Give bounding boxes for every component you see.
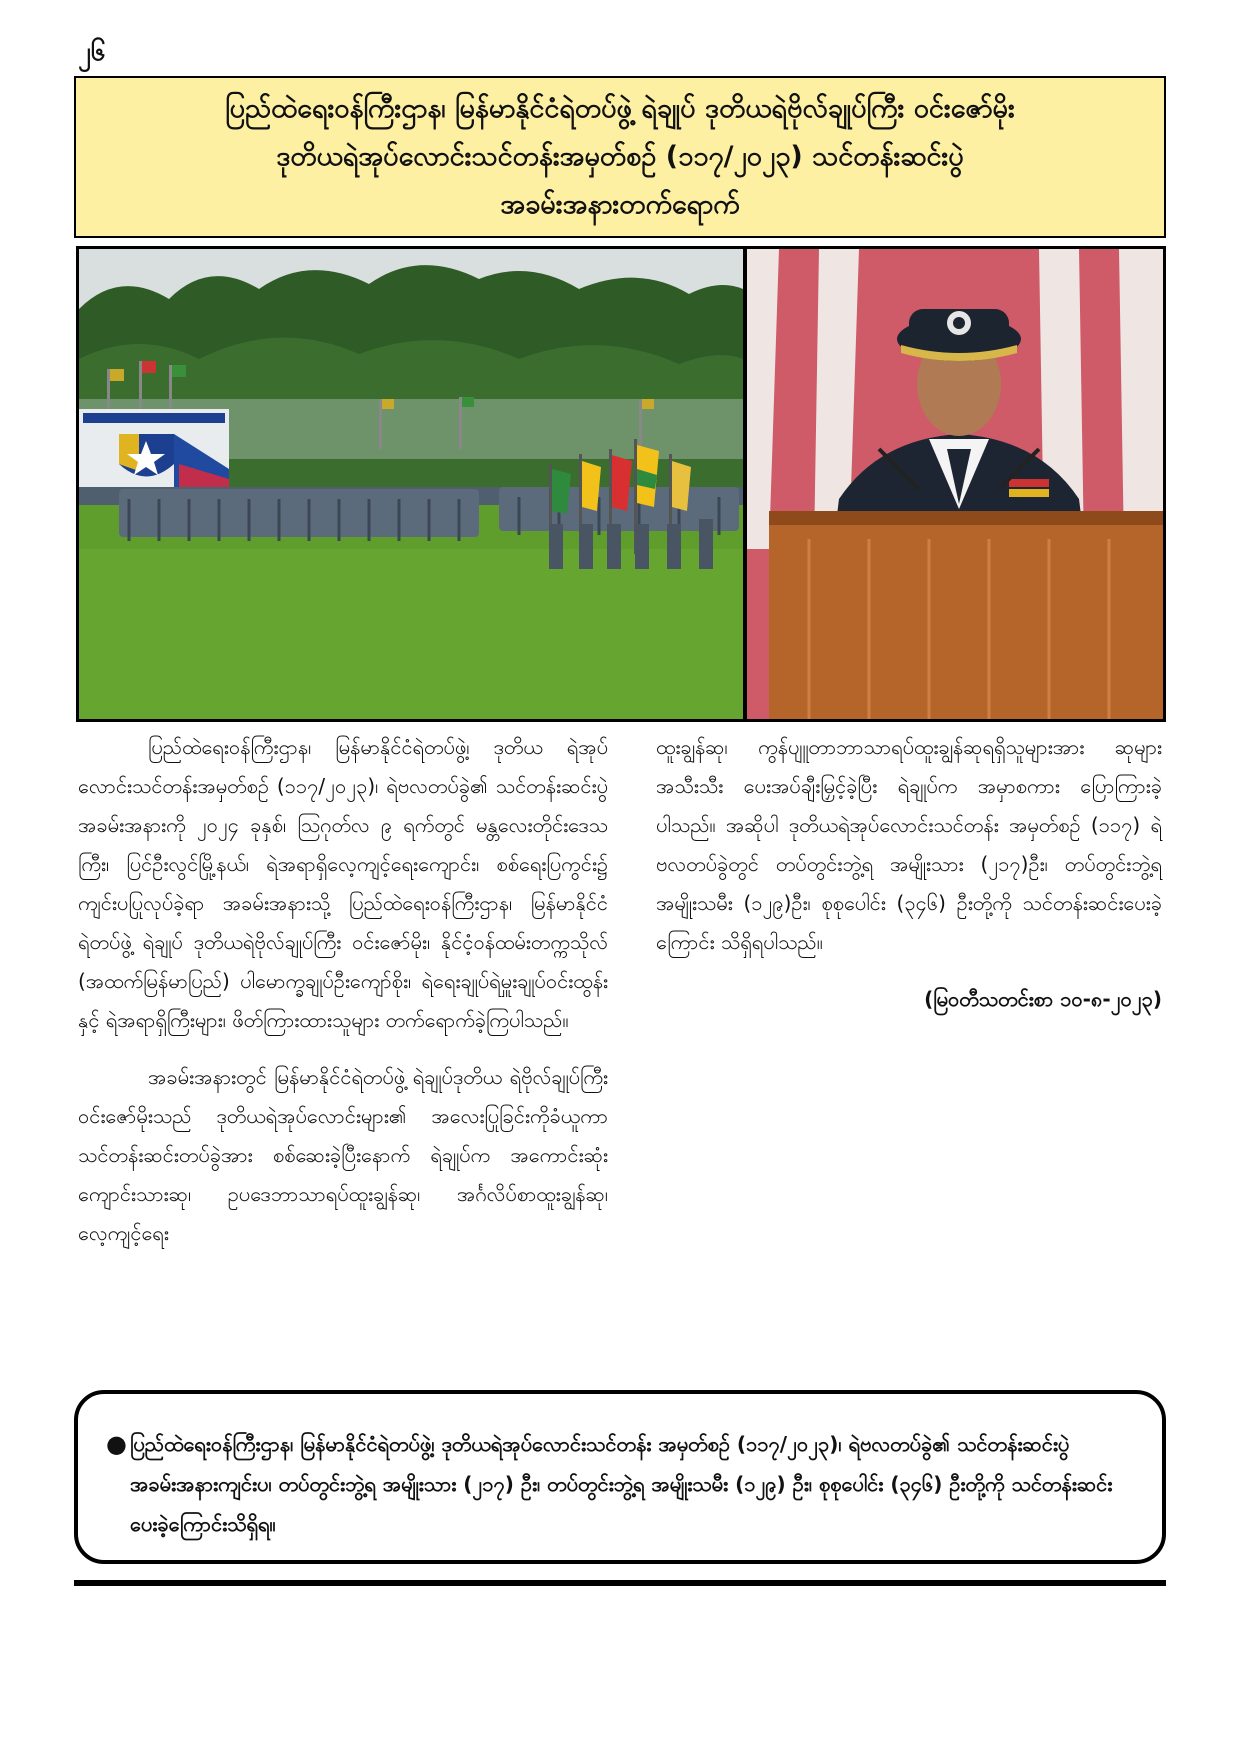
summary-box	[74, 1390, 1166, 1564]
photo-frame	[76, 246, 1166, 722]
parade-ground-photo	[79, 249, 743, 719]
bottom-divider	[74, 1580, 1166, 1586]
article-column-right	[656, 728, 1162, 1019]
headline-line-2: ဒုတိယရဲအုပ်လောင်းသင်တန်းအမှတ်စဉ် (၁၁၇/၂၀၂၃) သင်တန်းဆင်းပွဲ	[276, 141, 964, 172]
speaker-at-podium-photo	[747, 249, 1163, 719]
news-source: (မြဝတီသတင်းစာ ၁၀-၈-၂၀၂၃)	[924, 987, 1162, 1011]
headline-line-1: ပြည်ထဲရေးဝန်ကြီးဌာန၊ မြန်မာနိုင်ငံရဲတပ်ဖွဲ့ ရဲချုပ် ဒုတိယရဲဗိုလ်ချုပ်ကြီး ဝင်းဇော်မိုး	[225, 93, 1015, 124]
headline-box	[74, 76, 1166, 238]
bullet-icon: ●	[106, 1430, 127, 1458]
summary-text: ပြည်ထဲရေးဝန်ကြီးဌာန၊ မြန်မာနိုင်ငံရဲတပ်ဖွဲ့၊ ဒုတိယရဲအုပ်လောင်းသင်တန်း အမှတ်စဉ် (၁၁၇/၂၀၂၃)၊ ရဲဗလတပ်ခွဲ၏ သင်တန်းဆင်းပွဲအခမ်းအနားကျင်းပ၊ တပ်တွင်းဘွဲ့ရ အမျိုးသား (၂၁၇) ဦး၊ တပ်တွင်းဘွဲ့ရ အမျိုးသမီး (၁၂၉) ဦး၊ စုစုပေါင်း (၃၄၆) ဦးတို့ကို သင်တန်းဆင်းပေးခဲ့ကြောင်းသိရှိရ။	[130, 1432, 1113, 1536]
article-column-left	[78, 728, 608, 1271]
article-paragraph: အခမ်းအနားတွင် မြန်မာနိုင်ငံရဲတပ်ဖွဲ့ ရဲချုပ်ဒုတိယ ရဲဗိုလ်ချုပ်ကြီးဝင်းဇော်မိုးသည် ဒုတိယရဲအုပ်လောင်းများ၏ အလေးပြုခြင်းကိုခံယူကာ သင်တန်းဆင်းတပ်ခွဲအား စစ်ဆေးခဲ့ပြီးနောက် ရဲချုပ်က အကောင်းဆုံးကျောင်းသားဆု၊ ဥပဒေဘာသာရပ်ထူးချွန်ဆု၊ အင်္ဂလိပ်စာထူးချွန်ဆု၊ လေ့ကျင့်ရေး	[78, 1065, 608, 1245]
page-number: ၂၆	[78, 37, 106, 67]
article-paragraph: ထူးချွန်ဆု၊ ကွန်ပျူတာဘာသာရပ်ထူးချွန်ဆုရရှိသူများအား ဆုများအသီးသီး ပေးအပ်ချီးမြှင့်ခဲ့ပြီး ရဲချုပ်က အမှာစကား ပြောကြားခဲ့ပါသည်။ အဆိုပါ ဒုတိယရဲအုပ်လောင်းသင်တန်း အမှတ်စဉ် (၁၁၇) ရဲဗလတပ်ခွဲတွင် တပ်တွင်းဘွဲ့ရ အမျိုးသား (၂၁၇)ဦး၊ တပ်တွင်းဘွဲ့ရ အမျိုးသမီး (၁၂၉)ဦး၊ စုစုပေါင်း (၃၄၆) ဦးတို့ကို သင်တန်းဆင်းပေးခဲ့ကြောင်း သိရှိရပါသည်။	[656, 735, 1162, 954]
police-emblem-board	[79, 409, 229, 499]
article-paragraph: ပြည်ထဲရေးဝန်ကြီးဌာန၊ မြန်မာနိုင်ငံရဲတပ်ဖွဲ့၊ ဒုတိယ ရဲအုပ်လောင်းသင်တန်းအမှတ်စဉ် (၁၁၇/၂၀၂၃)၊ ရဲဗလတပ်ခွဲ၏ သင်တန်းဆင်းပွဲအခမ်းအနားကို ၂၀၂၄ ခုနှစ်၊ ဩဂုတ်လ ၉ ရက်တွင် မန္တလေးတိုင်းဒေသကြီး၊ ပြင်ဦးလွင်မြို့နယ်၊ ရဲအရာရှိလေ့ကျင့်ရေးကျောင်း၊ စစ်ရေးပြကွင်း၌ ကျင်းပပြုလုပ်ခဲ့ရာ အခမ်းအနားသို့ ပြည်ထဲရေးဝန်ကြီးဌာန၊ မြန်မာနိုင်ငံရဲတပ်ဖွဲ့ ရဲချုပ် ဒုတိယရဲဗိုလ်ချုပ်ကြီး ဝင်းဇော်မိုး၊ နိုင်ငံ့ဝန်ထမ်းတက္ကသိုလ် (အထက်မြန်မာပြည်) ပါမောက္ခချုပ်ဦးကျော်စိုး၊ ရဲရေးချုပ်ရဲမှူးချုပ်ဝင်းထွန်းနှင့် ရဲအရာရှိကြီးများ၊ ဖိတ်ကြားထားသူများ တက်ရောက်ခဲ့ကြပါသည်။	[78, 735, 608, 1032]
headline-line-3: အခမ်းအနားတက်ရောက်	[500, 189, 740, 220]
